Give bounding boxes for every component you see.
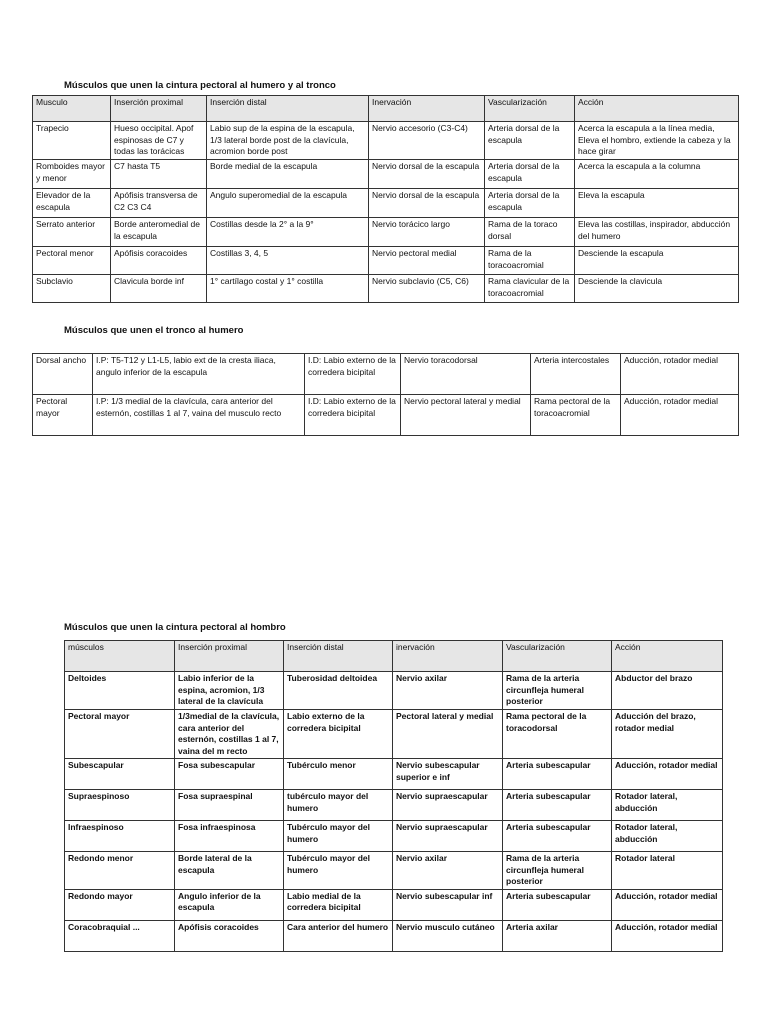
table-row bbox=[65, 710, 723, 759]
table-cell: I.D: Labio externo de la corredera bicipital bbox=[305, 354, 401, 395]
table-cell: Nervio pectoral lateral y medial bbox=[401, 395, 531, 436]
table-cell: Aducción del brazo, rotador medial bbox=[612, 710, 723, 759]
table-cell: Borde lateral de la escapula bbox=[175, 852, 284, 890]
table-cell: Hueso occipital. Apof espinosas de C7 y todas las torácicas bbox=[111, 122, 207, 160]
table-cell: Nervio subclavio (C5, C6) bbox=[369, 275, 485, 303]
table-row bbox=[33, 395, 739, 436]
table-cell: Clavicula borde inf bbox=[111, 275, 207, 303]
table-cell: Acerca la escapula a la línea media, Eleva el hombro, extiende la cabeza y la hace girar bbox=[575, 122, 739, 160]
table-cell: Nervio accesorio (C3-C4) bbox=[369, 122, 485, 160]
table-cell: Tubérculo menor bbox=[284, 759, 393, 790]
table-cell: Eleva las costillas, inspirador, abducción del humero bbox=[575, 218, 739, 247]
table-cell: Nervio toracodorsal bbox=[401, 354, 531, 395]
table-row bbox=[65, 920, 723, 951]
muscle-name-cell: Elevador de la escapula bbox=[33, 189, 111, 218]
table-cell: Rama de la arteria circunfleja humeral posterior bbox=[503, 672, 612, 710]
table-row bbox=[33, 160, 739, 189]
column-header: inervación bbox=[393, 641, 503, 672]
muscle-name-cell: Pectoral mayor bbox=[33, 395, 93, 436]
table-header-row bbox=[65, 641, 723, 672]
column-header: Musculo bbox=[33, 96, 111, 122]
muscle-name-cell: Deltoides bbox=[65, 672, 175, 710]
table-cell: Nervio axilar bbox=[393, 852, 503, 890]
table-cell: Borde medial de la escapula bbox=[207, 160, 369, 189]
table-cell: 1° cartílago costal y 1° costilla bbox=[207, 275, 369, 303]
table-cell: Rotador lateral, abducción bbox=[612, 821, 723, 852]
table-cell: Labio sup de la espina de la escapula, 1/3 lateral borde post de la clavícula, acromion borde post bbox=[207, 122, 369, 160]
table-cell: Pectoral lateral y medial bbox=[393, 710, 503, 759]
table-cell: Aducción, rotador medial bbox=[612, 920, 723, 951]
table-row bbox=[65, 672, 723, 710]
table-row bbox=[65, 852, 723, 890]
muscle-name-cell: Trapecio bbox=[33, 122, 111, 160]
table-row bbox=[33, 247, 739, 275]
table-cell: Rama de la arteria circunfleja humeral posterior bbox=[503, 852, 612, 890]
table-cell: Arteria dorsal de la escapula bbox=[485, 189, 575, 218]
table-cell: Apófisis coracoides bbox=[175, 920, 284, 951]
table-cell: Rama pectoral de la toracodorsal bbox=[503, 710, 612, 759]
column-header: Vascularización bbox=[485, 96, 575, 122]
table-cell: Arteria subescapular bbox=[503, 889, 612, 920]
table3-title: Músculos que unen la cintura pectoral al hombro bbox=[64, 622, 286, 633]
table-cell: Arteria axilar bbox=[503, 920, 612, 951]
table-cell: Eleva la escapula bbox=[575, 189, 739, 218]
table-cell: I.P: T5-T12 y L1-L5, labio ext de la cresta iliaca, angulo inferior de la escapula bbox=[93, 354, 305, 395]
table-cell: Fosa supraespinal bbox=[175, 790, 284, 821]
table-row bbox=[33, 122, 739, 160]
table-cell: Nervio musculo cutáneo bbox=[393, 920, 503, 951]
table-cell: Rama pectoral de la toracoacromial bbox=[531, 395, 621, 436]
muscle-name-cell: Infraespinoso bbox=[65, 821, 175, 852]
table-header-row bbox=[33, 96, 739, 122]
muscle-name-cell: Subescapular bbox=[65, 759, 175, 790]
table-cell: Arteria dorsal de la escapula bbox=[485, 160, 575, 189]
table-cell: Nervio dorsal de la escapula bbox=[369, 189, 485, 218]
table-cell: Abductor del brazo bbox=[612, 672, 723, 710]
table-cell: Tubérculo mayor del humero bbox=[284, 821, 393, 852]
muscle-name-cell: Romboides mayor y menor bbox=[33, 160, 111, 189]
table-cell: Costillas desde la 2° a la 9° bbox=[207, 218, 369, 247]
muscle-name-cell: Redondo menor bbox=[65, 852, 175, 890]
table-cell: tubérculo mayor del humero bbox=[284, 790, 393, 821]
muscle-name-cell: Pectoral menor bbox=[33, 247, 111, 275]
muscle-name-cell: Coracobraquial ... bbox=[65, 920, 175, 951]
table-row bbox=[33, 354, 739, 395]
table-cell: Fosa subescapular bbox=[175, 759, 284, 790]
table-cell: Aducción, rotador medial bbox=[612, 889, 723, 920]
table-cell: Desciende la clavicula bbox=[575, 275, 739, 303]
table-cell: Rotador lateral bbox=[612, 852, 723, 890]
column-header: Vascularización bbox=[503, 641, 612, 672]
table-cell: Nervio supraescapular bbox=[393, 821, 503, 852]
table-cell: Acerca la escapula a la columna bbox=[575, 160, 739, 189]
table-cell: Aducción, rotador medial bbox=[612, 759, 723, 790]
table2-title: Músculos que unen el tronco al humero bbox=[64, 325, 244, 336]
table-cell: I.D: Labio externo de la corredera bicipital bbox=[305, 395, 401, 436]
table-cell: 1/3medial de la clavícula, cara anterior del esternón, costillas 1 al 7, vaina del m recto bbox=[175, 710, 284, 759]
table-cell: Arteria subescapular bbox=[503, 790, 612, 821]
table-row bbox=[33, 189, 739, 218]
muscle-name-cell: Pectoral mayor bbox=[65, 710, 175, 759]
table-cell: Aducción, rotador medial bbox=[621, 354, 739, 395]
column-header: Inserción distal bbox=[207, 96, 369, 122]
table-cell: Labio medial de la corredera bicipital bbox=[284, 889, 393, 920]
table-muscles-pectoral-girdle-humerus-trunk bbox=[32, 95, 739, 303]
table1-title: Músculos que unen la cintura pectoral al humero y al tronco bbox=[64, 80, 336, 91]
table-cell: Angulo superomedial de la escapula bbox=[207, 189, 369, 218]
table-row bbox=[65, 759, 723, 790]
table-cell: Arteria subescapular bbox=[503, 821, 612, 852]
table-cell: Arteria dorsal de la escapula bbox=[485, 122, 575, 160]
table-cell: Rama de la toraco dorsal bbox=[485, 218, 575, 247]
table-cell: Nervio dorsal de la escapula bbox=[369, 160, 485, 189]
table-cell: Nervio axilar bbox=[393, 672, 503, 710]
table-cell: Aducción, rotador medial bbox=[621, 395, 739, 436]
column-header: Acción bbox=[612, 641, 723, 672]
table-cell: Nervio subescapular superior e inf bbox=[393, 759, 503, 790]
table-cell: Tubérculo mayor del humero bbox=[284, 852, 393, 890]
column-header: Inserción proximal bbox=[111, 96, 207, 122]
muscle-name-cell: Serrato anterior bbox=[33, 218, 111, 247]
table-cell: Rama de la toracoacromial bbox=[485, 247, 575, 275]
table-cell: Cara anterior del humero bbox=[284, 920, 393, 951]
table-cell: Angulo inferior de la escapula bbox=[175, 889, 284, 920]
table-cell: Tuberosidad deltoidea bbox=[284, 672, 393, 710]
table-row bbox=[33, 275, 739, 303]
table-cell: Rotador lateral, abducción bbox=[612, 790, 723, 821]
table-cell: Fosa infraespinosa bbox=[175, 821, 284, 852]
table-cell: Rama clavicular de la toracoacromial bbox=[485, 275, 575, 303]
muscle-name-cell: Subclavio bbox=[33, 275, 111, 303]
table-cell: Costillas 3, 4, 5 bbox=[207, 247, 369, 275]
table-row bbox=[65, 790, 723, 821]
muscle-name-cell: Redondo mayor bbox=[65, 889, 175, 920]
table-cell: Nervio torácico largo bbox=[369, 218, 485, 247]
column-header: Acción bbox=[575, 96, 739, 122]
table-cell: I.P: 1/3 medial de la clavícula, cara anterior del esternón, costillas 1 al 7, vaina del musculo recto bbox=[93, 395, 305, 436]
muscle-name-cell: Supraespinoso bbox=[65, 790, 175, 821]
column-header: Inserción proximal bbox=[175, 641, 284, 672]
table-cell: Labio inferior de la espina, acromion, 1/3 lateral de la clavícula bbox=[175, 672, 284, 710]
table-cell: Nervio pectoral medial bbox=[369, 247, 485, 275]
column-header: Inserción distal bbox=[284, 641, 393, 672]
table-cell: Apófisis coracoides bbox=[111, 247, 207, 275]
table-muscles-trunk-humerus bbox=[32, 353, 739, 436]
table-cell: Nervio subescapular inf bbox=[393, 889, 503, 920]
column-header: Inervación bbox=[369, 96, 485, 122]
table-row bbox=[33, 218, 739, 247]
table-cell: Borde anteromedial de la escapula bbox=[111, 218, 207, 247]
table-cell: Desciende la escapula bbox=[575, 247, 739, 275]
table-cell: Labio externo de la corredera bicipital bbox=[284, 710, 393, 759]
table-row bbox=[65, 821, 723, 852]
table-cell: C7 hasta T5 bbox=[111, 160, 207, 189]
column-header: músculos bbox=[65, 641, 175, 672]
table-cell: Arteria subescapular bbox=[503, 759, 612, 790]
table-cell: Arteria intercostales bbox=[531, 354, 621, 395]
table-cell: Apófisis transversa de C2 C3 C4 bbox=[111, 189, 207, 218]
table-muscles-pectoral-girdle-shoulder bbox=[64, 640, 723, 952]
table-cell: Nervio supraescapular bbox=[393, 790, 503, 821]
muscle-name-cell: Dorsal ancho bbox=[33, 354, 93, 395]
table-row bbox=[65, 889, 723, 920]
